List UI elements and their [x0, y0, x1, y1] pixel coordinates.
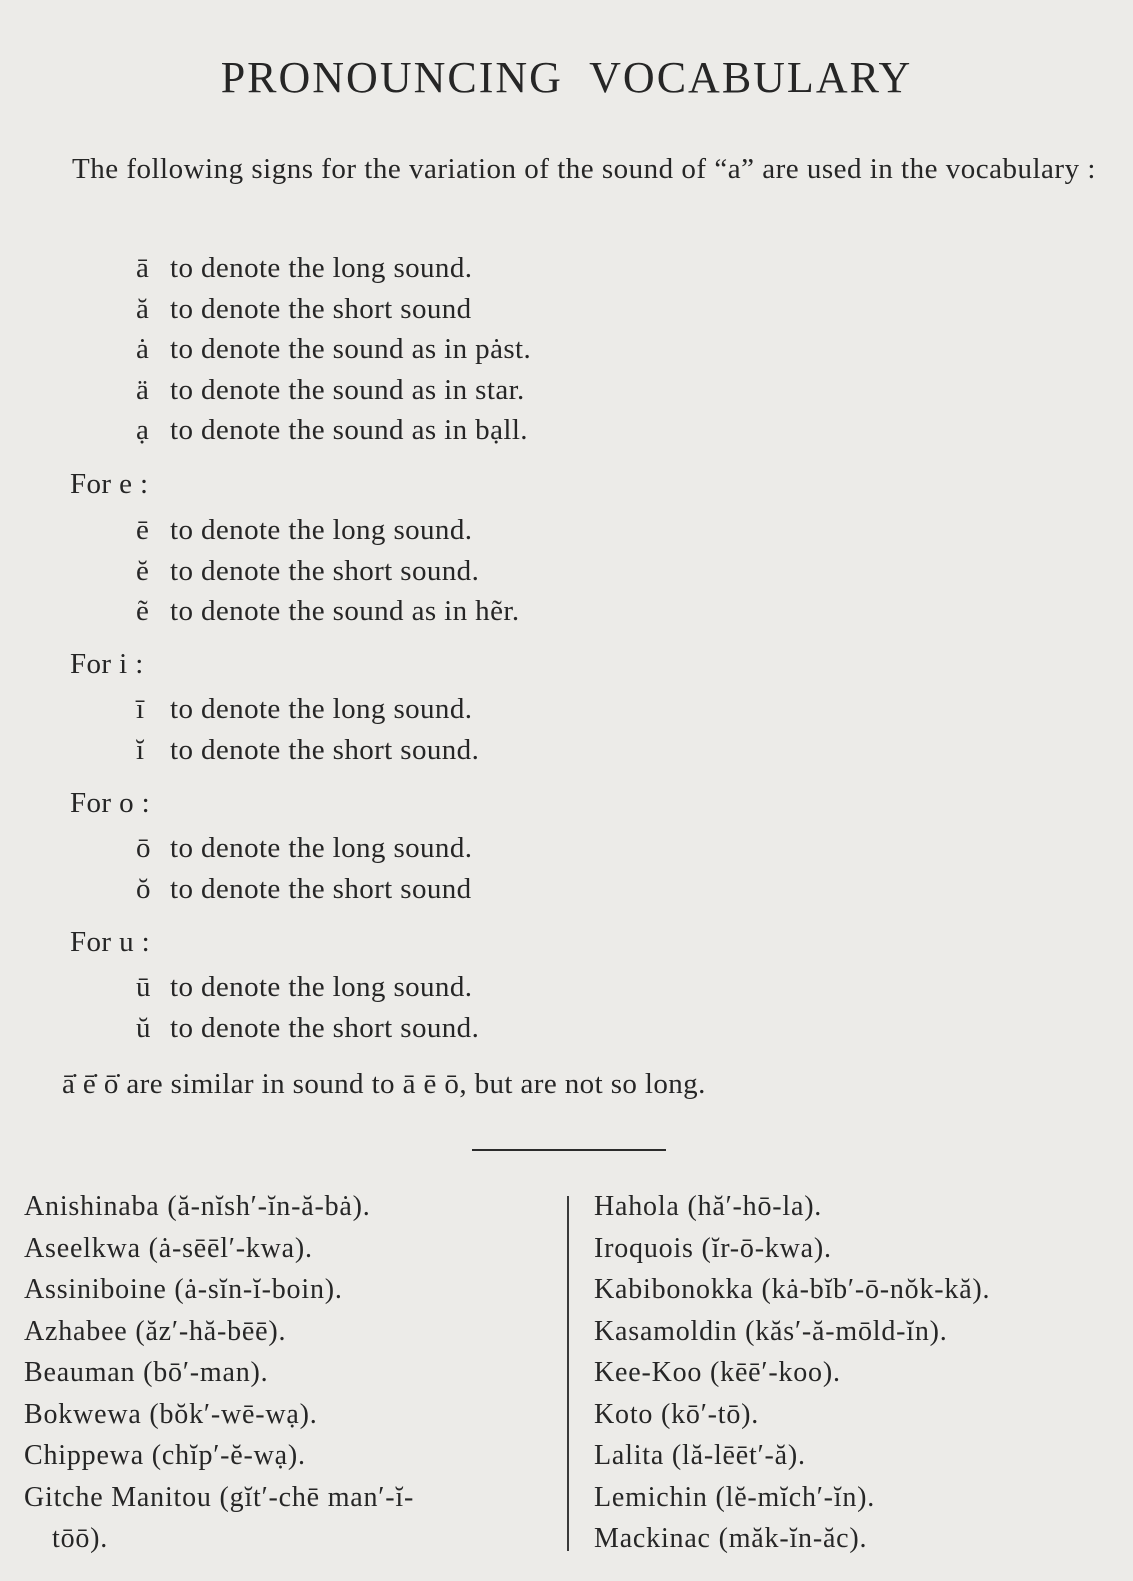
vocabulary-entry: Kee-Koo (kēē′-koo). [594, 1357, 841, 1388]
vocabulary-entry: Azhabee (ăz′-hă-bēē). [24, 1315, 287, 1347]
page-title: PRONOUNCING VOCABULARY [220, 53, 913, 102]
group-label-e: For e : [70, 468, 149, 500]
similar-sounds-note: ā̇ ē̇ ō̇ are similar in sound to ā ē ō, but are not so long. [62, 1068, 706, 1100]
sign-description: to denote the sound as in star. [170, 373, 525, 406]
o-sign-list [136, 828, 472, 909]
vocabulary-right-column [594, 1186, 1124, 1560]
group-label-o: For o : [70, 787, 151, 819]
sign-description: to denote the short sound [170, 292, 472, 325]
intro-text: The following signs for the variation of the sound of “a” are used in the vocabulary : [72, 153, 1096, 185]
e-sign-list [136, 510, 519, 632]
sign-row [136, 410, 531, 451]
sign-row [136, 329, 531, 370]
sign-row [136, 967, 479, 1008]
vocabulary-entry: Iroquois (ĭr-ō-kwa). [594, 1232, 832, 1264]
vocabulary-entry: Chippewa (chĭp′-ĕ-wạ). [24, 1440, 306, 1471]
sign-symbol: ē [136, 514, 150, 546]
sign-description: to denote the long sound. [170, 832, 473, 864]
group-label-i: For i : [70, 648, 144, 680]
sign-symbol: ā [136, 252, 150, 284]
sign-row [136, 510, 519, 551]
vocabulary-entry: Gitche Manitou (gĭt′-chē man′-ĭ-tōō). [24, 1481, 415, 1554]
sign-symbol: ă [136, 292, 150, 325]
sign-row [136, 370, 531, 411]
sign-description: to denote the long sound. [170, 514, 473, 546]
vocabulary-left-column [24, 1186, 554, 1560]
sign-description: to denote the sound as in bạll. [170, 414, 528, 446]
vocabulary-entry: Kasamoldin (kăs′-ă-mōld-ĭn). [594, 1315, 948, 1347]
sign-row [136, 1008, 479, 1049]
vocabulary-entry: Mackinac (măk-ĭn-ăc). [594, 1523, 868, 1554]
sign-row [136, 551, 519, 592]
sign-symbol: ä [136, 373, 150, 406]
sign-description: to denote the short sound. [170, 1011, 480, 1044]
sign-symbol: ẽ [136, 595, 150, 627]
sign-row [136, 828, 472, 869]
vocabulary-entry: Aseelkwa (ȧ-sēēl′-kwa). [24, 1232, 313, 1264]
sign-symbol: ĕ [136, 554, 150, 587]
intro-paragraph [26, 148, 1121, 190]
sign-description: to denote the long sound. [170, 693, 473, 725]
vocabulary-entry: Lemichin (lĕ-mĭch′-ĭn). [594, 1481, 876, 1513]
sign-symbol: ạ [136, 414, 150, 446]
sign-row [136, 730, 479, 771]
sign-description: to denote the short sound. [170, 554, 480, 587]
sign-description: to denote the short sound. [170, 733, 480, 766]
vocabulary-entry: Lalita (lă-lēēt′-ă). [594, 1440, 806, 1471]
sign-symbol: ī [136, 693, 145, 725]
vocabulary-entry: Koto (kō′-tō). [594, 1398, 760, 1430]
sign-description: to denote the sound as in pȧst. [170, 333, 532, 365]
sign-description: to denote the sound as in hẽr. [170, 595, 520, 627]
sign-row [136, 591, 519, 632]
vocabulary-entry: Assiniboine (ȧ-sĭn-ĭ-boin). [24, 1274, 343, 1305]
section-divider-rule [472, 1149, 666, 1151]
sign-row [136, 689, 479, 730]
sign-symbol: ō [136, 832, 151, 864]
u-sign-list [136, 967, 479, 1048]
i-sign-list [136, 689, 479, 770]
sign-row [136, 248, 531, 289]
sign-symbol: ū [136, 971, 151, 1003]
vocabulary-entry: Bokwewa (bŏk′-wē-wạ). [24, 1398, 318, 1430]
sign-symbol: ŭ [136, 1011, 151, 1044]
sign-row [136, 289, 531, 330]
sign-description: to denote the long sound. [170, 252, 473, 284]
a-sign-list [136, 248, 531, 451]
column-divider [567, 1196, 569, 1551]
vocabulary-entry: Hahola (hă′-hō-la). [594, 1191, 823, 1222]
sign-row [136, 869, 472, 910]
sign-description: to denote the short sound [170, 872, 472, 905]
vocabulary-entry: Anishinaba (ă-nĭsh′-ĭn-ă-bȧ). [24, 1191, 371, 1222]
group-label-u: For u : [70, 926, 151, 958]
vocabulary-entry: Kabibonokka (kȧ-bĭb′-ō-nŏk-kă). [594, 1274, 991, 1305]
sign-symbol: ĭ [136, 733, 145, 766]
sign-symbol: ȧ [136, 333, 150, 365]
vocabulary-entry: Beauman (bō′-man). [24, 1357, 269, 1388]
sign-symbol: ŏ [136, 872, 151, 905]
sign-description: to denote the long sound. [170, 971, 473, 1003]
